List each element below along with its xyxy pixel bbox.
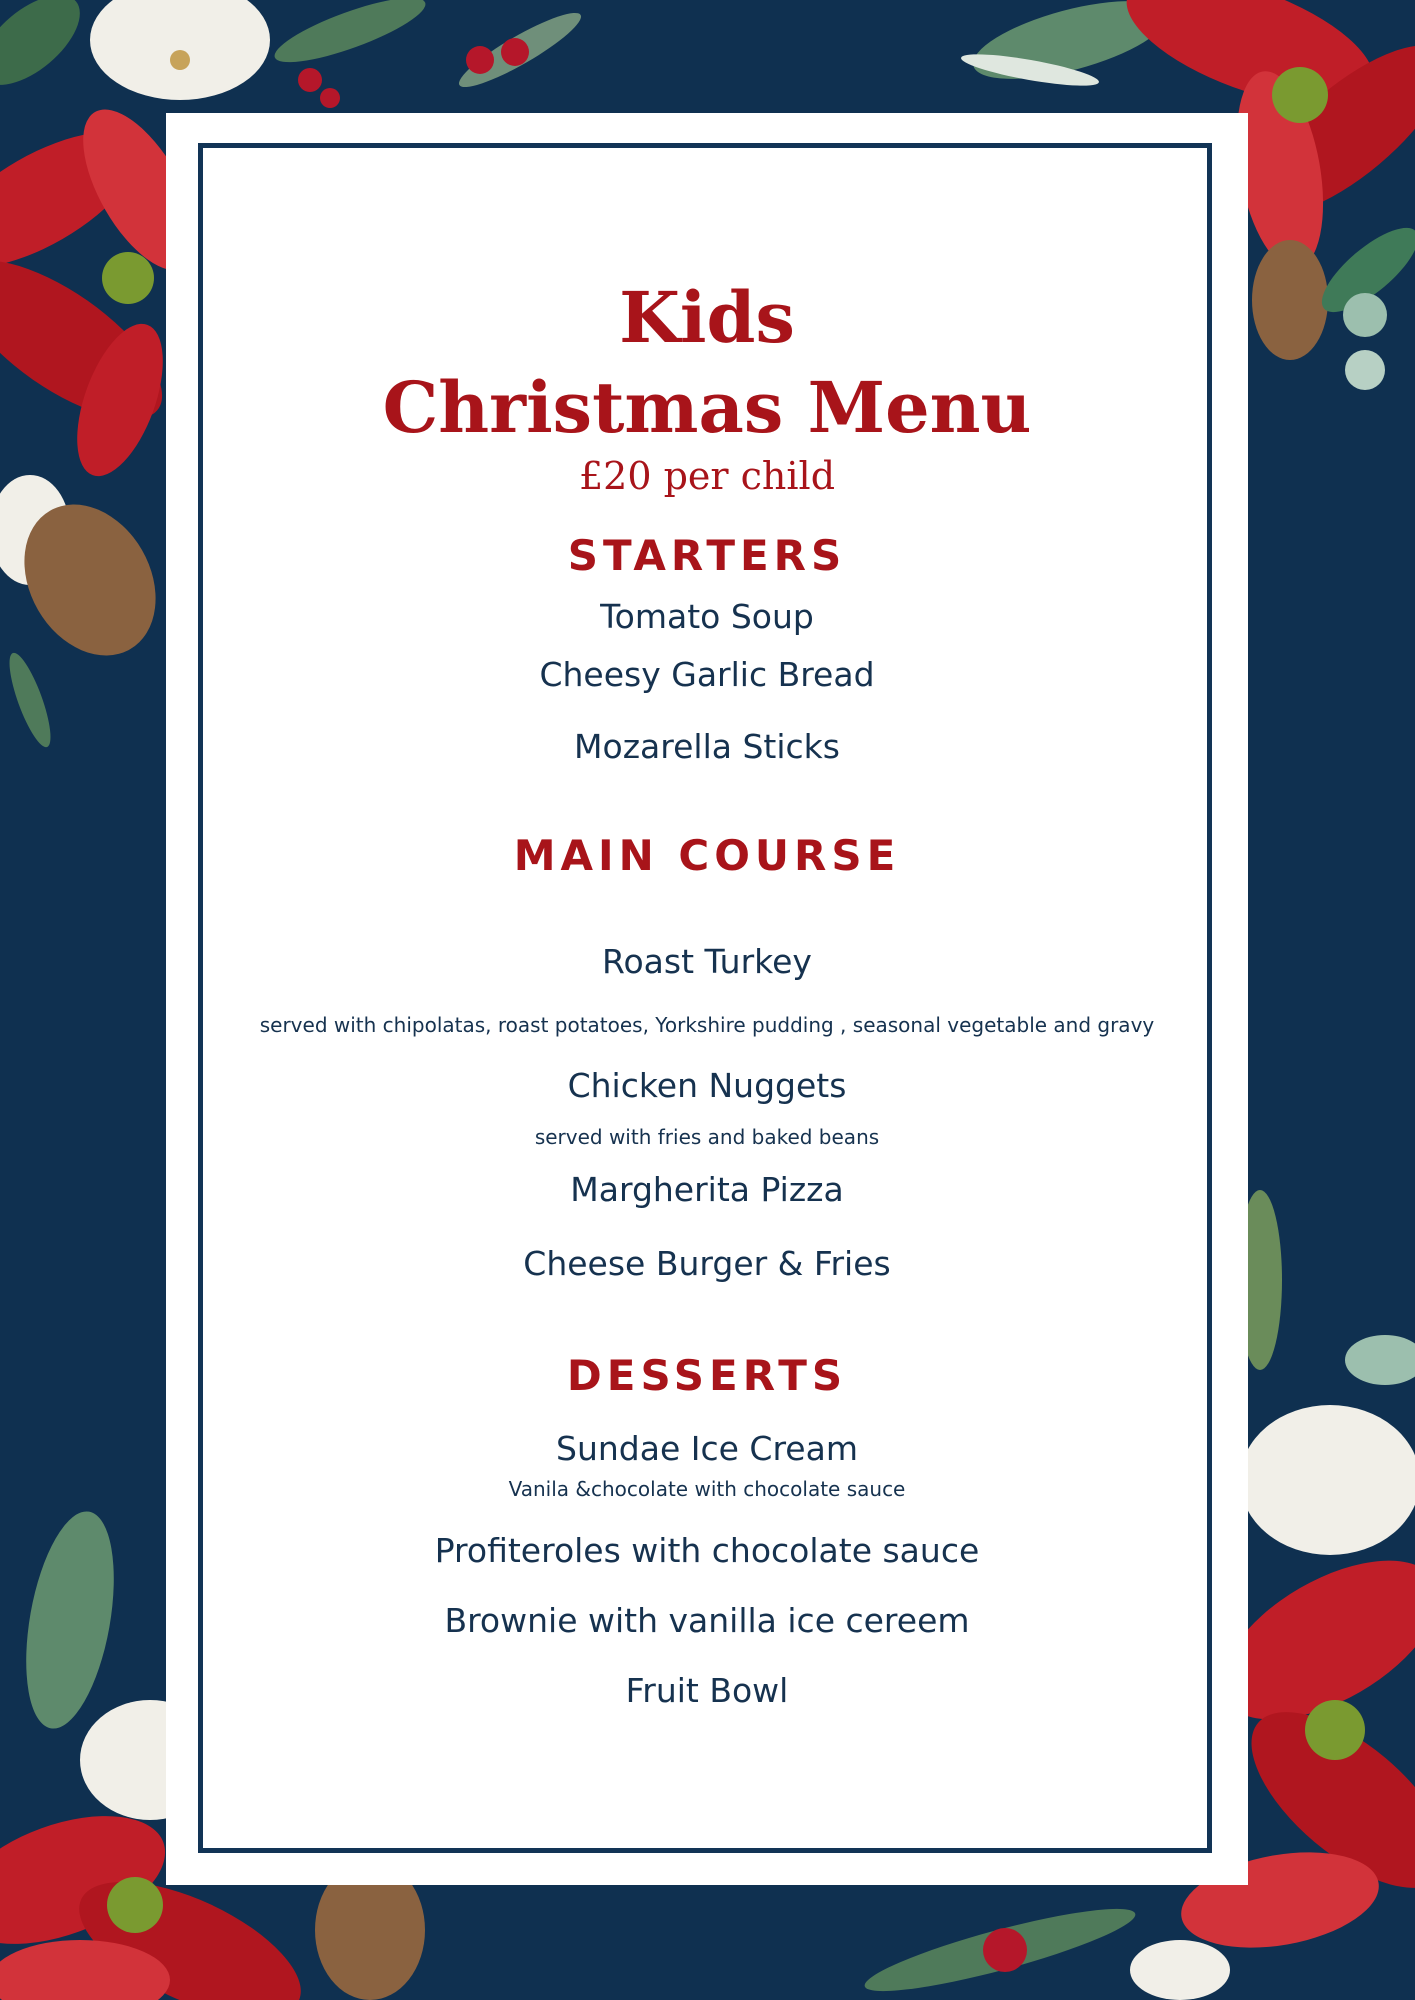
starter-item: Mozarella Sticks [574,727,840,766]
menu-title-line2: Christmas Menu [382,366,1032,449]
main-item-description: served with fries and baked beans [534,1125,880,1149]
desserts-heading: DESSERTS [566,1351,848,1400]
dessert-item: Fruit Bowl [625,1671,789,1710]
dessert-item: Profiteroles with chocolate sauce [434,1531,980,1570]
starter-item: Tomato Soup [600,597,814,636]
main-item: Margherita Pizza [570,1170,844,1209]
main-item-description: served with chipolatas, roast potatoes, Yorkshire pudding , seasonal vegetable and gravy [259,1013,1155,1037]
main-item: Chicken Nuggets [567,1066,847,1105]
menu-title-line1: Kids [619,276,795,359]
starters-heading: STARTERS [567,531,847,580]
starter-item: Cheesy Garlic Bread [539,655,875,694]
price: £20 per child [578,454,836,498]
dessert-item-description: Vanila &chocolate with chocolate sauce [508,1477,906,1501]
main-course-heading: MAIN COURSE [513,831,901,880]
dessert-item: Sundae Ice Cream [556,1429,858,1468]
main-item: Roast Turkey [602,942,812,981]
main-item: Cheese Burger & Fries [523,1244,891,1283]
dessert-item: Brownie with vanilla ice cereem [444,1601,970,1640]
